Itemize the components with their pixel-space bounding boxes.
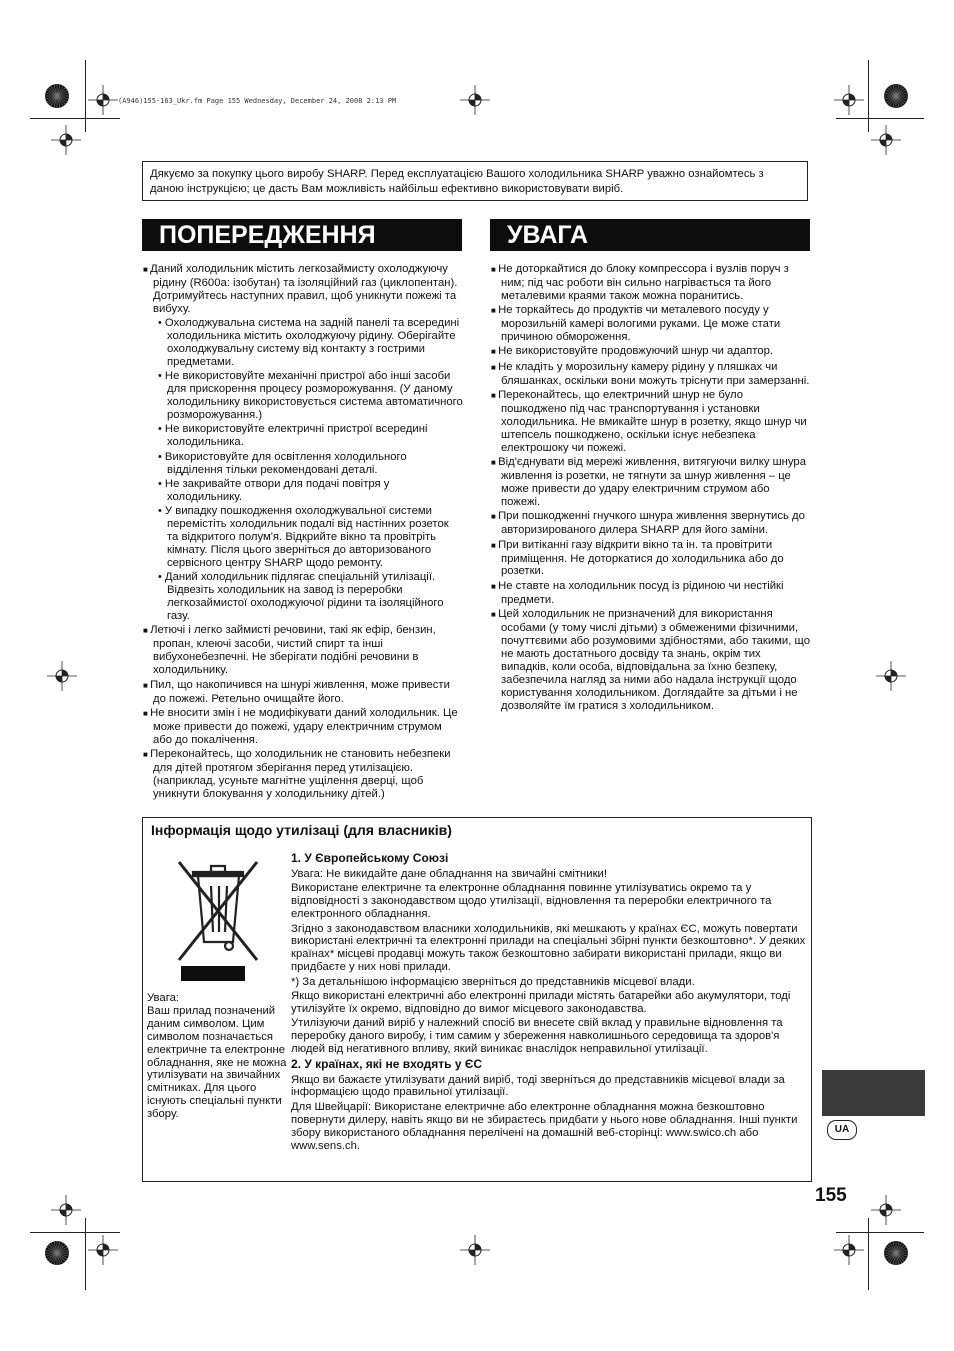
warning-subitem [143,451,463,477]
disposal-paragraph: Утилізуючи даний виріб у належний спосіб ви внесете свій вклад у правильне відновлення та переробку даного виробу, і тим самим у збереження навколишнього середовища та здоров'я людей від негативного впливу, який виникає внаслідок неправильної утилізації. [291,1017,783,1056]
crosshair-registration-icon [88,85,118,115]
crosshair-registration-icon [871,1195,901,1225]
warning-item [143,263,463,316]
dot-bullet-icon: • [158,571,165,584]
disposal-title: Інформація щодо утилізаці (для власників) [151,822,452,838]
disposal-paragraph: *) За детальнішою інформацією зверніться до представників місцевої влади. [291,975,695,988]
dot-bullet-icon: • [158,478,165,490]
warning-item-text: Переконайтесь, що холодильник не становить небезпеки для дітей протягом зберігання перед утилізацією. (наприклад, усуньте магнітне ущілення дверці, щоб уникнути блокування у холодильнику дітей.) [150,748,451,800]
warning-item-text: Не використовуйте механічні пристрої або інші засоби для прискорення процесу розморожування. (У даному холодильнику використовується система автоматичного розморожування.) [164,370,463,421]
disposal-heading: 2. У країнах, які не входять у ЄС [291,1056,483,1071]
crosshair-registration-icon [51,1195,81,1225]
warning-item-text: У випадку пошкодження охолоджувальної системи перемістіть холодильник подалі від настінних розеток та відкритого полум'я. Відкрийте вікно та провітріть кімнату. Після цього зверніться до авторизованого сервісного центру SHARP щодо ремонту. [164,505,449,569]
warning-item-text: Даний холодильник містить легкозаймисту охолоджуючу рідину (R600a: ізобутан) та ізоляційний газ (циклопентан). Дотримуйтесь наступних правил, щоб уникнути пожежі та вибуху. [150,263,458,315]
warning-item-text: Охолоджувальна система на задній панелі та всередині холодильника містить охолоджуючу рідину. Оберігайте охолоджувальну систему від контакту з гострими предметами. [164,317,460,368]
warning-item-text: Летючі і легко займисті речовини, такі як ефір, бензин, пропан, клеючі засоби, чистий спирт та інші вибухонебезпечні. Не зберігати подібні речовини в холодильнику. [150,624,436,677]
square-bullet-icon: ■ [491,512,499,522]
caution-item [491,510,811,537]
square-bullet-icon: ■ [143,680,151,690]
dot-bullet-icon: • [158,423,165,436]
warning-item-text: Не закривайте отвори для подачі повітря у холодильнику. [164,478,390,503]
square-bullet-icon: ■ [491,265,499,274]
caution-item [491,345,811,359]
crop-mark-line [868,60,869,132]
caution-item [491,304,811,344]
crosshair-registration-icon [88,1235,118,1265]
disposal-paragraph: Згідно з законодавством власники холодильників, які мешкають у країнах ЄС, можуть повертати використані електричні та електронні прилади на спеціальні збірні пункти безкоштовно*. У деяких країнах* місцеві продавці можуть також безкоштовно забирати використані прилади, якщо ви придбаєте у них нові прилади. [291,922,806,974]
warning-subitem [143,478,463,504]
disposal-paragraph: Для Швейцарії: Використане електричне або електронне обладнання можна безкоштовно повернути дилеру, навіть якщо ви не збираєтесь придбати у нього нове обладнання. Інші пункти збору використаного обладнання перелічені на домашній веб-сторінці: www.swico.ch або www.sens.ch. [291,1100,798,1152]
crop-mark-line [836,118,924,119]
caution-item [491,263,811,303]
warning-item [143,624,463,677]
caution-item [491,389,811,455]
warning-item [143,679,463,706]
crop-mark-line [836,1232,924,1233]
crosshair-registration-icon [51,125,81,155]
warning-item [143,748,463,801]
caution-item [491,361,811,388]
square-bullet-icon: ■ [491,362,499,372]
dot-bullet-icon: • [158,317,165,330]
disposal-paragraph: Якщо використані електричні або електронні прилади містять батарейки або акумулятори, тоді утилізуйте їх окремо, відповідно до вимог місцевого законодавства. [291,990,791,1015]
crop-mark-line [30,118,120,119]
crop-mark-line [868,1218,869,1290]
caution-list [491,263,811,714]
square-bullet-icon: ■ [143,265,151,274]
warning-item-text: Використовуйте для освітлення холодильного відділення тільки рекомендовані деталі. [164,450,407,476]
caution-banner: УВАГА [490,219,810,251]
file-info-header: (A946)155-163_Ukr.fm Page 155 Wednesday, December 24, 2008 2:13 PM [118,97,397,105]
intro-text-box: Дякуємо за покупку цього виробу SHARP. Перед експлуатацією Вашого холодильника SHARP уважно ознайомтесь з даною інструкцією; це дасть Вам можливість найбільш ефективно використовувати виріб. [142,161,808,201]
disposal-paragraph: Якщо ви бажаєте утилізувати даний виріб, тоді зверніться до представників місцевої влади за інформацією щодо правильної утилізації. [291,1073,785,1099]
caution-item-text: Цей холодильник не призначений для використання особами (у тому числі дітьми) з обмеженими фізичними, почуттєвими або розумовими здібностями, або такими, що не мають достатнього досвіду та знань, окрім тих випадків, коли особа, відповідальна за їхню безпеку, забезпечила нагляд за ними або надала інструкції щодо користування холодильником. Доглядайте за дітьми і не дозволяйте їм гратися з холодильником. [498,608,810,712]
crossed-out-wheelie-bin-icon [173,856,263,981]
caution-item-text: Не ставте на холодильник посуд із рідиною чи нестійкі предмети. [498,579,784,606]
warning-item-text: Не використовуйте електричні пристрої всередині холодильника. [164,423,428,449]
crosshair-registration-icon [834,1235,864,1265]
sunburst-registration-icon [883,1240,909,1266]
crosshair-registration-icon [460,85,490,115]
square-bullet-icon: ■ [491,458,499,468]
warning-item-text: Пил, що накопичився на шнурі живлення, може привести до пожежі. Ретельно очищайте його. [150,678,450,705]
warning-item-text: Даний холодильник підлягає спеціальній утилізації. Відвезіть холодильник на завод із переробки легкозаймистої охолоджуючої рідини та ізоляційного газу. [164,571,444,623]
disposal-paragraph: Увага: Не викидайте дане обладнання на звичайні смітники! [291,867,607,880]
sunburst-registration-icon [44,1240,70,1266]
disposal-symbol-note [147,992,287,1121]
square-bullet-icon: ■ [491,391,499,401]
dot-bullet-icon: • [158,450,165,463]
disposal-heading: 1. У Європейському Союзі [291,851,449,865]
warning-banner: ПОПЕРЕДЖЕННЯ [142,219,462,251]
caution-item-text: Не доторкайтися до блоку компрессора і вузлів поруч з ним; під час роботи він сильно нагрівається та його металевими краями також можна поранитись. [498,263,789,302]
square-bullet-icon: ■ [491,347,499,357]
crop-mark-line [85,60,86,132]
page-number: 155 [815,1185,847,1206]
caution-item-text: При пошкодженні гнучкого шнура живлення звернутись до авторизированого дилера SHARP для його заміни. [498,510,805,537]
crosshair-registration-icon [834,85,864,115]
sunburst-registration-icon [883,83,909,109]
crosshair-registration-icon [876,661,906,691]
square-bullet-icon: ■ [143,750,151,760]
square-bullet-icon: ■ [143,626,151,636]
square-bullet-icon: ■ [491,610,499,620]
disposal-text [291,851,811,1154]
square-bullet-icon: ■ [491,581,499,591]
caution-item-text: Переконайтесь, що електричний шнур не було пошкоджено під час транспортування і установки холодильника. Не вмикайте шнур в розетку, якщо шнур чи штепсель пошкоджено, оскільки існує небезпека електрошоку чи пожежі. [498,389,807,454]
warning-item-text: Не вносити змін і не модифікувати даний холодильник. Це може привести до пожежі, удару електричним струмом або до покалічення. [150,706,458,746]
dot-bullet-icon: • [158,505,165,518]
warning-subitem [143,505,463,570]
warning-subitem [143,370,463,422]
warning-item [143,707,463,747]
warning-subitem [143,571,463,623]
crosshair-registration-icon [47,661,77,691]
square-bullet-icon: ■ [491,306,499,316]
caution-item [491,608,811,712]
caution-item-text: Не кладіть у морозильну камеру рідину у пляшках чи бляшанках, оскільки вони можуть тріснути при замерзанні. [498,360,810,387]
warning-subitem [143,423,463,449]
chapter-tab [822,1070,925,1116]
caution-item [491,539,811,579]
dot-bullet-icon: • [158,370,165,383]
caution-item-text: Не торкайтесь до продуктів чи металевого посуду у морозильній камері вологими руками. Це може стати причиною обмороження. [498,304,781,344]
square-bullet-icon: ■ [143,708,151,718]
warning-subitem [143,317,463,369]
language-badge: UA [827,1120,857,1140]
crop-mark-line [85,1218,86,1290]
warning-list [143,263,463,802]
caution-item-text: Від'єднувати від мережі живлення, витягуючи вилку шнура живлення із розетки, не тягнути за шнур живлення – це може привести до удару електричним струмом або пожежі. [498,456,807,508]
crosshair-registration-icon [871,125,901,155]
disposal-paragraph: Використане електричне та електронне обладнання повинне утилізуватись окремо та у відповідності з законодавством щодо утилізації, відновлення та переробки електричного та електронного обладнання. [291,882,772,921]
square-bullet-icon: ■ [491,540,499,550]
caution-item [491,456,811,509]
disposal-symbol-note-text: Увага: Ваш прилад позначений даним символом. Цим символом позначається електричне та електронне обладнання, яке не можна утилізувати на звичайних смітниках. Для цього існують спеціальні пункти збору. [147,992,287,1121]
crosshair-registration-icon [460,1235,490,1265]
caution-item [491,580,811,607]
sunburst-registration-icon [44,83,70,109]
caution-item-text: При витіканні газу відкрити вікно та ін. та провітрити приміщення. Не доторкатися до холодильника або до розетки. [498,538,784,578]
crop-mark-line [30,1232,120,1233]
disposal-info-box [142,817,812,1182]
caution-item-text: Не використовуйте продовжуючий шнур чи адаптор. [498,345,774,358]
